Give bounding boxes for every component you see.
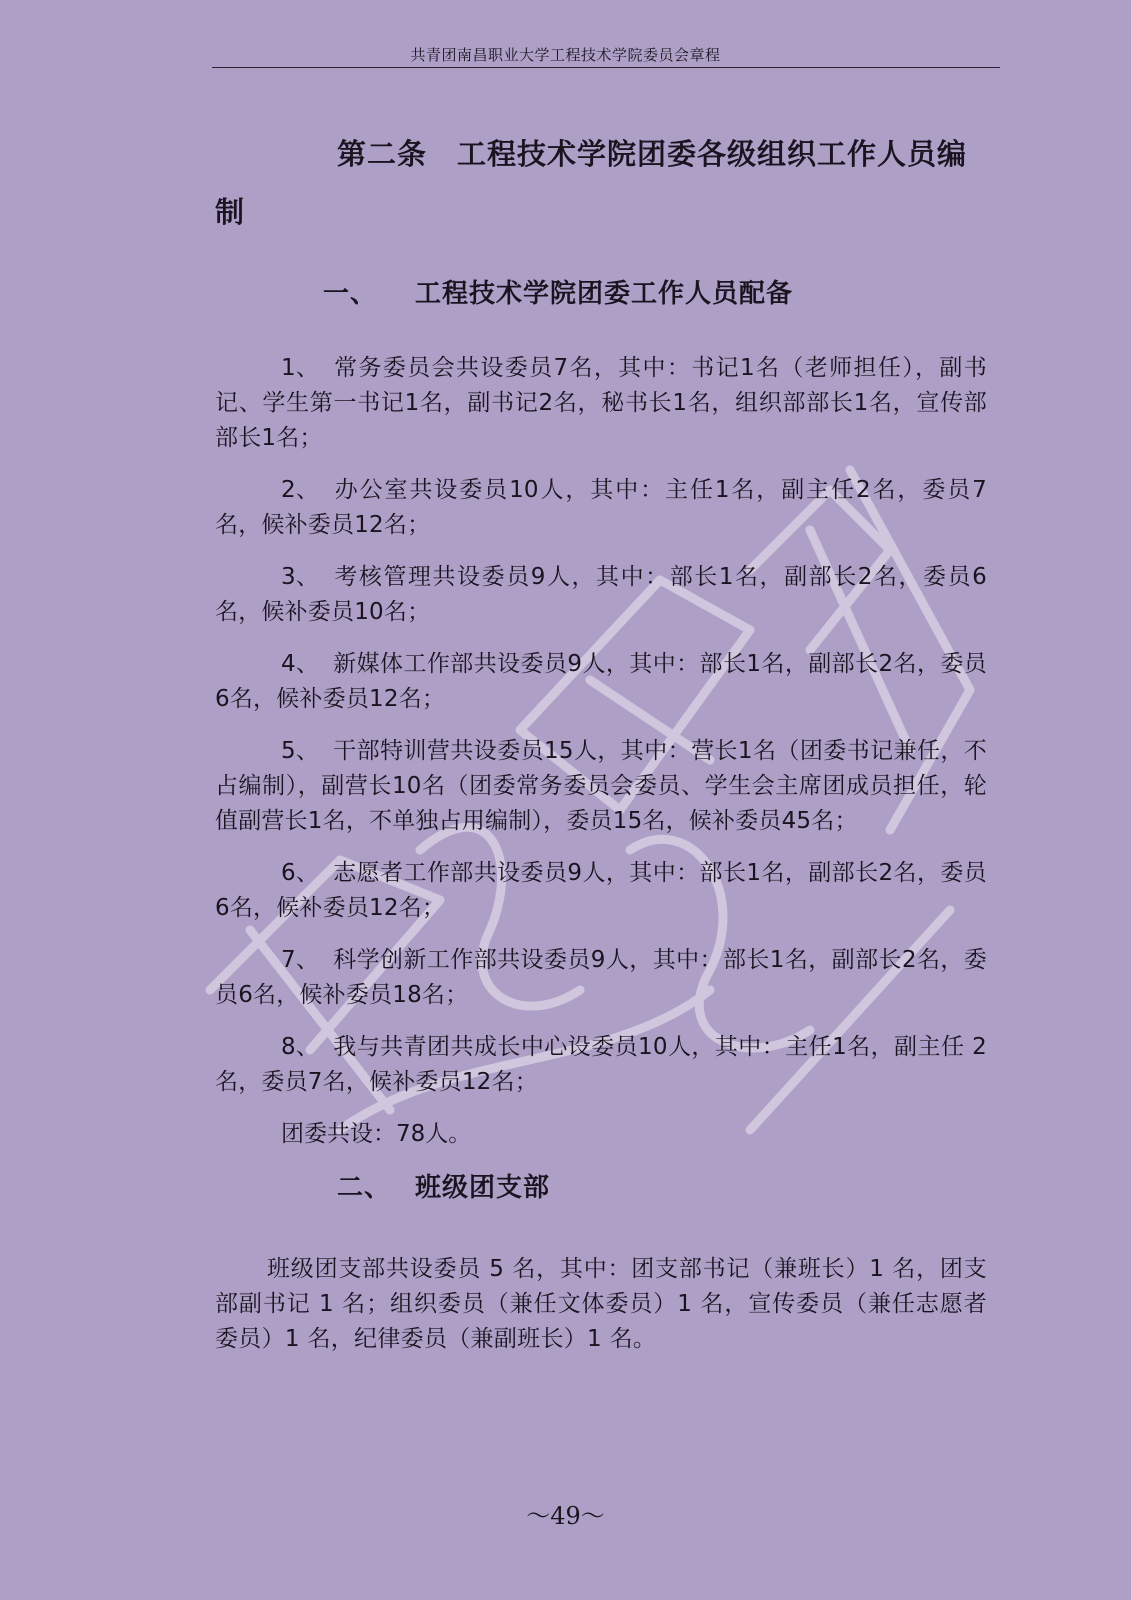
article-title: 第二条 工程技术学院团委各级组织工作人员编制 [215,137,968,229]
item-number: 1、 [281,355,320,381]
list-item [215,734,987,839]
section-heading-1 [215,274,987,314]
section-title: 班级团支部 [415,1173,551,1203]
item-text: 我与共青团共成长中心设委员10人，其中：主任1名，副主任 2名，委员7名，候补委员12名； [215,1034,987,1095]
branch-paragraph: 班级团支部共设委员 5 名，其中：团支部书记（兼班长）1 名，团支部副书记 1 名；组织委员（兼任文体委员）1 名，宣传委员（兼任志愿者委员）1 名，纪律委员（兼副班长）1 名。 [215,1256,987,1352]
list-item [215,943,987,1013]
item-text: 常务委员会共设委员7名，其中：书记1名（老师担任），副书记、学生第一书记1名，副书记2名，秘书长1名，组织部部长1名，宣传部部长1名； [215,355,987,451]
list-item [215,856,987,926]
page-body [215,125,987,1357]
item-text: 考核管理共设委员9人，其中：部长1名，副部长2名，委员6名，候补委员10名； [215,564,987,625]
item-text: 新媒体工作部共设委员9人，其中：部长1名，副部长2名，委员6名，候补委员12名； [215,651,987,712]
list-item [215,647,987,717]
section-title: 工程技术学院团委工作人员配备 [415,279,794,309]
staffing-list [215,351,987,1100]
total-staff: 团委共设：78人。 [281,1121,472,1147]
list-item [215,560,987,630]
list-item [215,473,987,543]
item-number: 4、 [281,651,320,677]
list-item [215,351,987,456]
running-header: 共青团南昌职业大学工程技术学院委员会章程 [410,46,721,64]
header-divider [212,67,1000,68]
item-text: 志愿者工作部共设委员9人，其中：部长1名，副部长2名，委员6名，候补委员12名； [215,860,987,921]
list-item [215,1030,987,1100]
page-number: ～49～ [526,1502,605,1530]
item-text: 办公室共设委员10人，其中：主任1名，副主任2名，委员7名，候补委员12名； [215,477,987,538]
section-number: 一、 [323,279,378,309]
item-number: 7、 [281,947,320,973]
item-text: 干部特训营共设委员15人，其中：营长1名（团委书记兼任，不占编制），副营长10名（团委常务委员会委员、学生会主席团成员担任，轮值副营长1名，不单独占用编制），委员15名，候补委员45名； [215,738,987,834]
item-number: 3、 [281,564,320,590]
item-number: 5、 [281,738,320,764]
section-number: 二、 [337,1173,392,1203]
section-heading-2 [215,1168,987,1208]
item-text: 科学创新工作部共设委员9人，其中：部长1名，副部长2名，委员6名，候补委员18名； [215,947,987,1008]
item-number: 8、 [281,1034,320,1060]
item-number: 2、 [281,477,320,503]
item-number: 6、 [281,860,320,886]
